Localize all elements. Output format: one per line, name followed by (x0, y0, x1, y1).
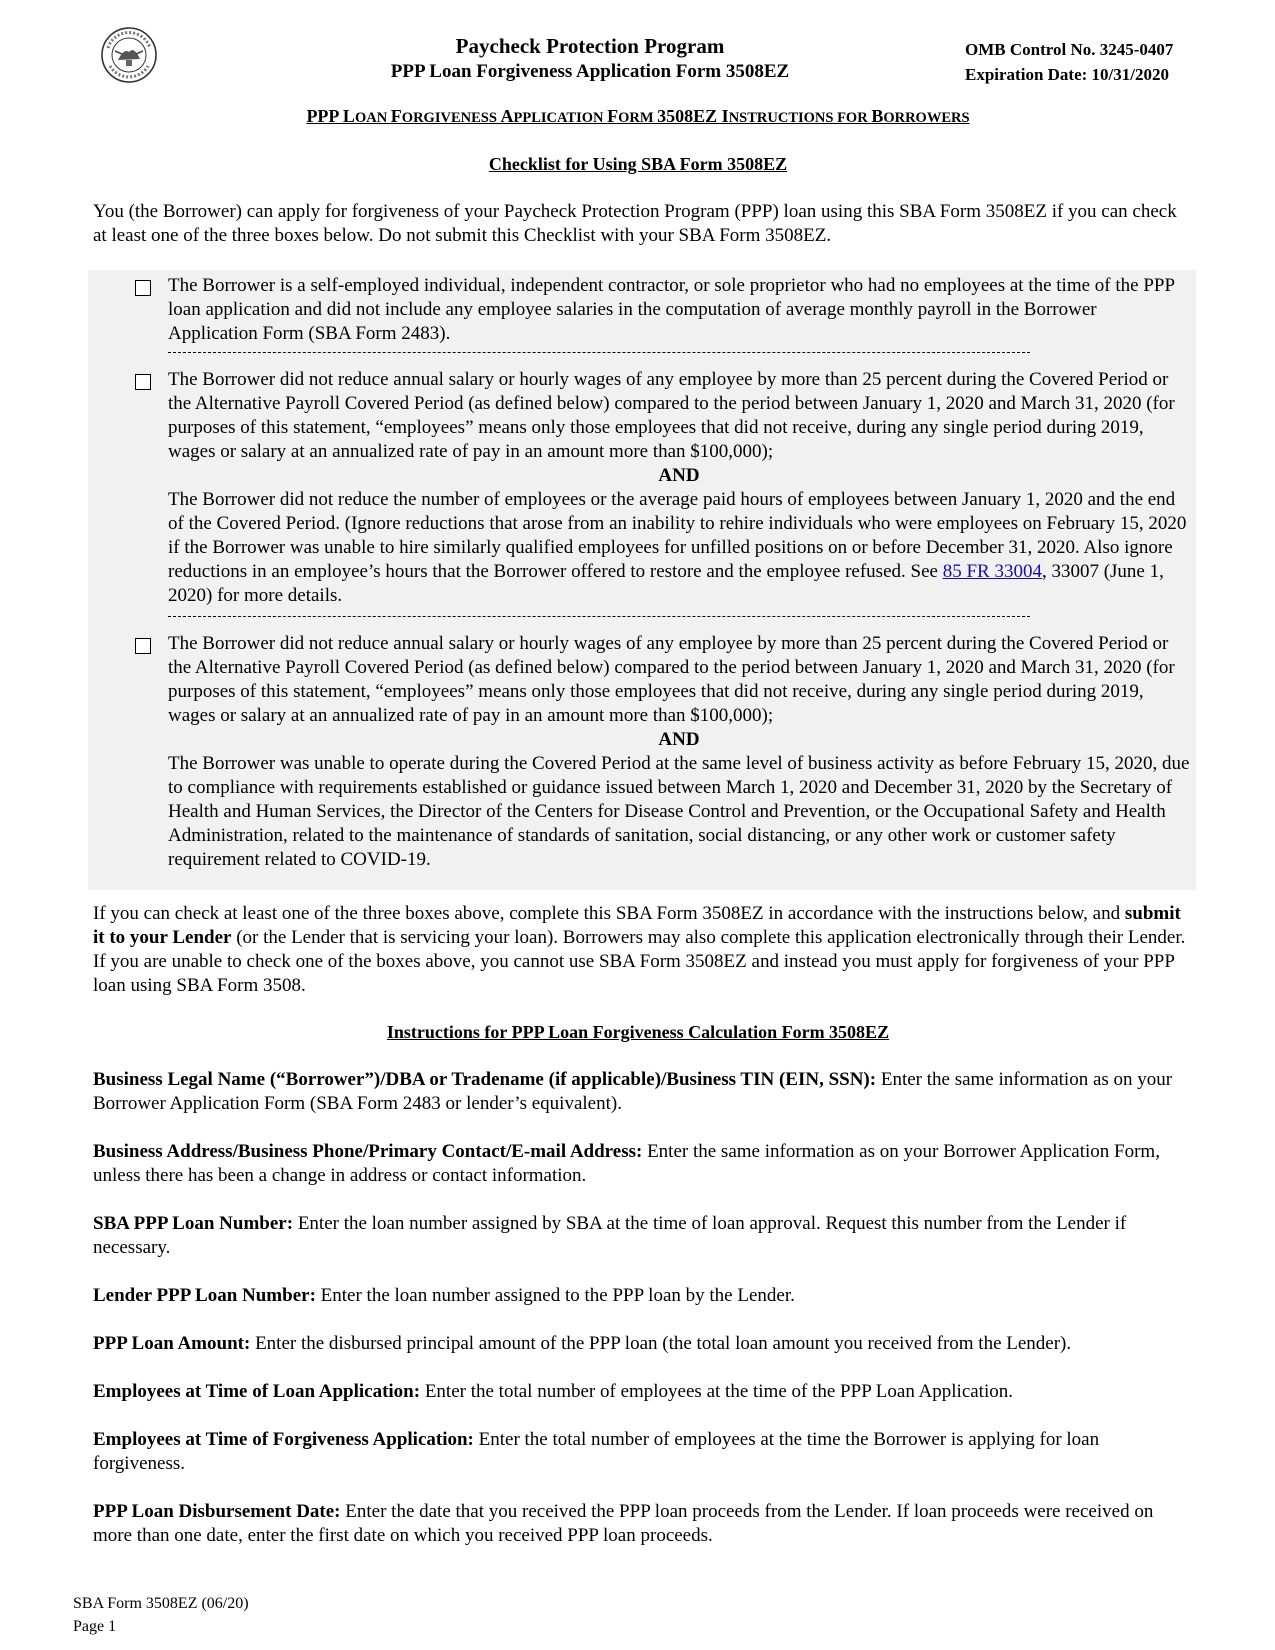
instruction-text: Enter the total number of employees at the time of the PPP Loan Application. (420, 1381, 1013, 1402)
title-part: 3508EZ I (657, 106, 729, 126)
omb-control-number: OMB Control No. 3245-0407 (965, 40, 1174, 59)
instruction-label: PPP Loan Amount: (93, 1333, 251, 1354)
instruction-label: Lender PPP Loan Number: (93, 1285, 316, 1306)
title-part: ORGIVENESS (401, 110, 501, 126)
checklist-item-3a: The Borrower did not reduce annual salary or hourly wages of any employee by more than 25 percent during the Covered Period or the Alternative Payroll Covered Period (as defined below) compared to the period between January 1, 2020 and March 31, 2020 (for purposes of this statement, “employees” means only those employees that did not receive, during any single period during 2019, wages or salary at an annualized rate of pay in an amount more than $100,000); (168, 633, 1175, 726)
instruction-text: Enter the loan number assigned by SBA at the time of loan approval. Request this number from the Lender if necessary. (93, 1213, 1127, 1258)
title-part: ORM (618, 110, 658, 126)
instructions-title: Instructions for PPP Loan Forgiveness Calculation Form 3508EZ (386, 1022, 890, 1042)
instruction-item (93, 1068, 1188, 1116)
title-part: F (390, 106, 402, 126)
instruction-label: Business Address/Business Phone/Primary Contact/E-mail Address: (93, 1141, 643, 1162)
title-part: PPLICATION (513, 110, 608, 126)
dashed-separator (168, 352, 1030, 353)
instruction-text: Enter the loan number assigned to the PPP loan by the Lender. (315, 1285, 795, 1306)
instruction-text: Enter the same information as on your Borrower Application Form, unless there has been a change in address or contact information. (93, 1141, 1160, 1186)
checklist-item-3b: The Borrower was unable to operate during the Covered Period at the same level of business activity as before February 15, 2020, due to compliance with requirements established or guidance issued between March 1, 2020 and December 31, 2020 by the Secretary of Health and Human Services, the Director of the Centers for Disease Control and Prevention, or the Occupational Safety and Health Administration, related to the maintenance of standards of sanitation, social distancing, or any other work or customer safety requirement related to COVID-19. (168, 753, 1190, 870)
checklist-checkbox-3[interactable] (135, 638, 151, 654)
page-footer (73, 1592, 249, 1638)
instruction-item (93, 1500, 1188, 1548)
instruction-item (93, 1212, 1188, 1260)
sba-seal-logo (100, 26, 158, 84)
checklist-checkbox-1[interactable] (135, 280, 151, 296)
instruction-item (93, 1332, 1188, 1356)
footer-form-id: SBA Form 3508EZ (06/20) (73, 1595, 249, 1612)
form-name: PPP Loan Forgiveness Application Form 3508EZ (390, 61, 790, 82)
instruction-label: Business Legal Name (“Borrower”)/DBA or Tradename (if applicable)/Business TIN (EIN, SSN): (93, 1069, 877, 1090)
checklist-title: Checklist for Using SBA Form 3508EZ (488, 154, 788, 174)
and-label: AND (658, 465, 700, 486)
title-part: ORROWERS (883, 110, 970, 126)
footer-page-number: Page 1 (73, 1618, 117, 1635)
instruction-label: SBA PPP Loan Number: (93, 1213, 294, 1234)
federal-register-link[interactable]: 85 FR 33004 (942, 561, 1042, 582)
title-part: OAN (354, 110, 391, 126)
instruction-item (93, 1380, 1188, 1404)
instruction-label: Employees at Time of Forgiveness Application: (93, 1429, 474, 1450)
header-title-block (340, 34, 840, 84)
after-bold-text: submit it to your Lender (93, 903, 1181, 948)
title-part: NSTRUCTIONS FOR (728, 110, 872, 126)
instruction-item (93, 1428, 1188, 1476)
omb-info (965, 37, 1173, 87)
instruction-text: Enter the disbursed principal amount of the PPP loan (the total loan amount you received from the Lender). (250, 1333, 1072, 1354)
checklist-intro: You (the Borrower) can apply for forgiveness of your Paycheck Protection Program (PPP) loan using this SBA Form 3508EZ if you can check at least one of the three boxes below. Do not submit this Checklist with your SBA Form 3508EZ. (93, 201, 1177, 246)
instruction-label: PPP Loan Disbursement Date: (93, 1501, 341, 1522)
instructions-heading (93, 106, 1183, 127)
title-part: PPP L (306, 106, 355, 126)
checklist-item-2b (168, 488, 1190, 608)
item-2b-text: The Borrower did not reduce the number of employees or the average paid hours of employees between January 1, 2020 and the end of the Covered Period. (Ignore reductions that arose from an inability to rehire individuals who were employees on February 15, 2020 if the Borrower was unable to hire similarly qualified employees for unfilled positions on or before December 31, 2020. Also ignore reductions in an employee’s hours that the Borrower offered to restore and the employee refused. See (168, 489, 1187, 582)
instruction-text: Enter the date that you received the PPP loan proceeds from the Lender. If loan proceeds were received on more than one date, enter the first date on which you received PPP loan proceeds. (93, 1501, 1154, 1546)
checklist-item-1: The Borrower is a self-employed individual, independent contractor, or sole proprietor who had no employees at the time of the PPP loan application and did not include any employee salaries in the computation of average monthly payroll in the Borrower Application Form (SBA Form 2483). (168, 275, 1175, 344)
checklist-checkbox-2[interactable] (135, 374, 151, 390)
item-2b-text-end: , 33007 (June 1, 2020) for more details. (168, 561, 1164, 606)
instruction-item (93, 1140, 1188, 1188)
after-checklist-paragraph (93, 902, 1188, 998)
instruction-label: Employees at Time of Loan Application: (93, 1381, 421, 1402)
expiration-date: Expiration Date: 10/31/2020 (965, 65, 1169, 84)
instruction-text: Enter the total number of employees at the time the Borrower is applying for loan forgiveness. (93, 1429, 1100, 1474)
after-text: If you can check at least one of the three boxes above, complete this SBA Form 3508EZ in accordance with the instructions below, and (93, 903, 1125, 924)
instruction-text: Enter the same information as on your Borrower Application Form (SBA Form 2483 or lender’s equivalent). (93, 1069, 1173, 1114)
title-part: A (500, 106, 514, 126)
dashed-separator (168, 616, 1030, 617)
instruction-item (93, 1284, 1188, 1308)
and-label: AND (658, 729, 700, 750)
title-part: B (871, 106, 884, 126)
after-text-end: (or the Lender that is servicing your loan). Borrowers may also complete this application electronically through their Lender. If you are unable to check one of the boxes above, you cannot use SBA Form 3508EZ and instead you must apply for forgiveness of your PPP loan using SBA Form 3508. (93, 927, 1186, 996)
program-name: Paycheck Protection Program (455, 34, 725, 58)
checklist-item-2a: The Borrower did not reduce annual salary or hourly wages of any employee by more than 25 percent during the Covered Period or the Alternative Payroll Covered Period (as defined below) compared to the period between January 1, 2020 and March 31, 2020 (for purposes of this statement, “employees” means only those employees that did not receive, during any single period during 2019, wages or salary at an annualized rate of pay in an amount more than $100,000); (168, 369, 1175, 462)
title-part: F (607, 106, 619, 126)
